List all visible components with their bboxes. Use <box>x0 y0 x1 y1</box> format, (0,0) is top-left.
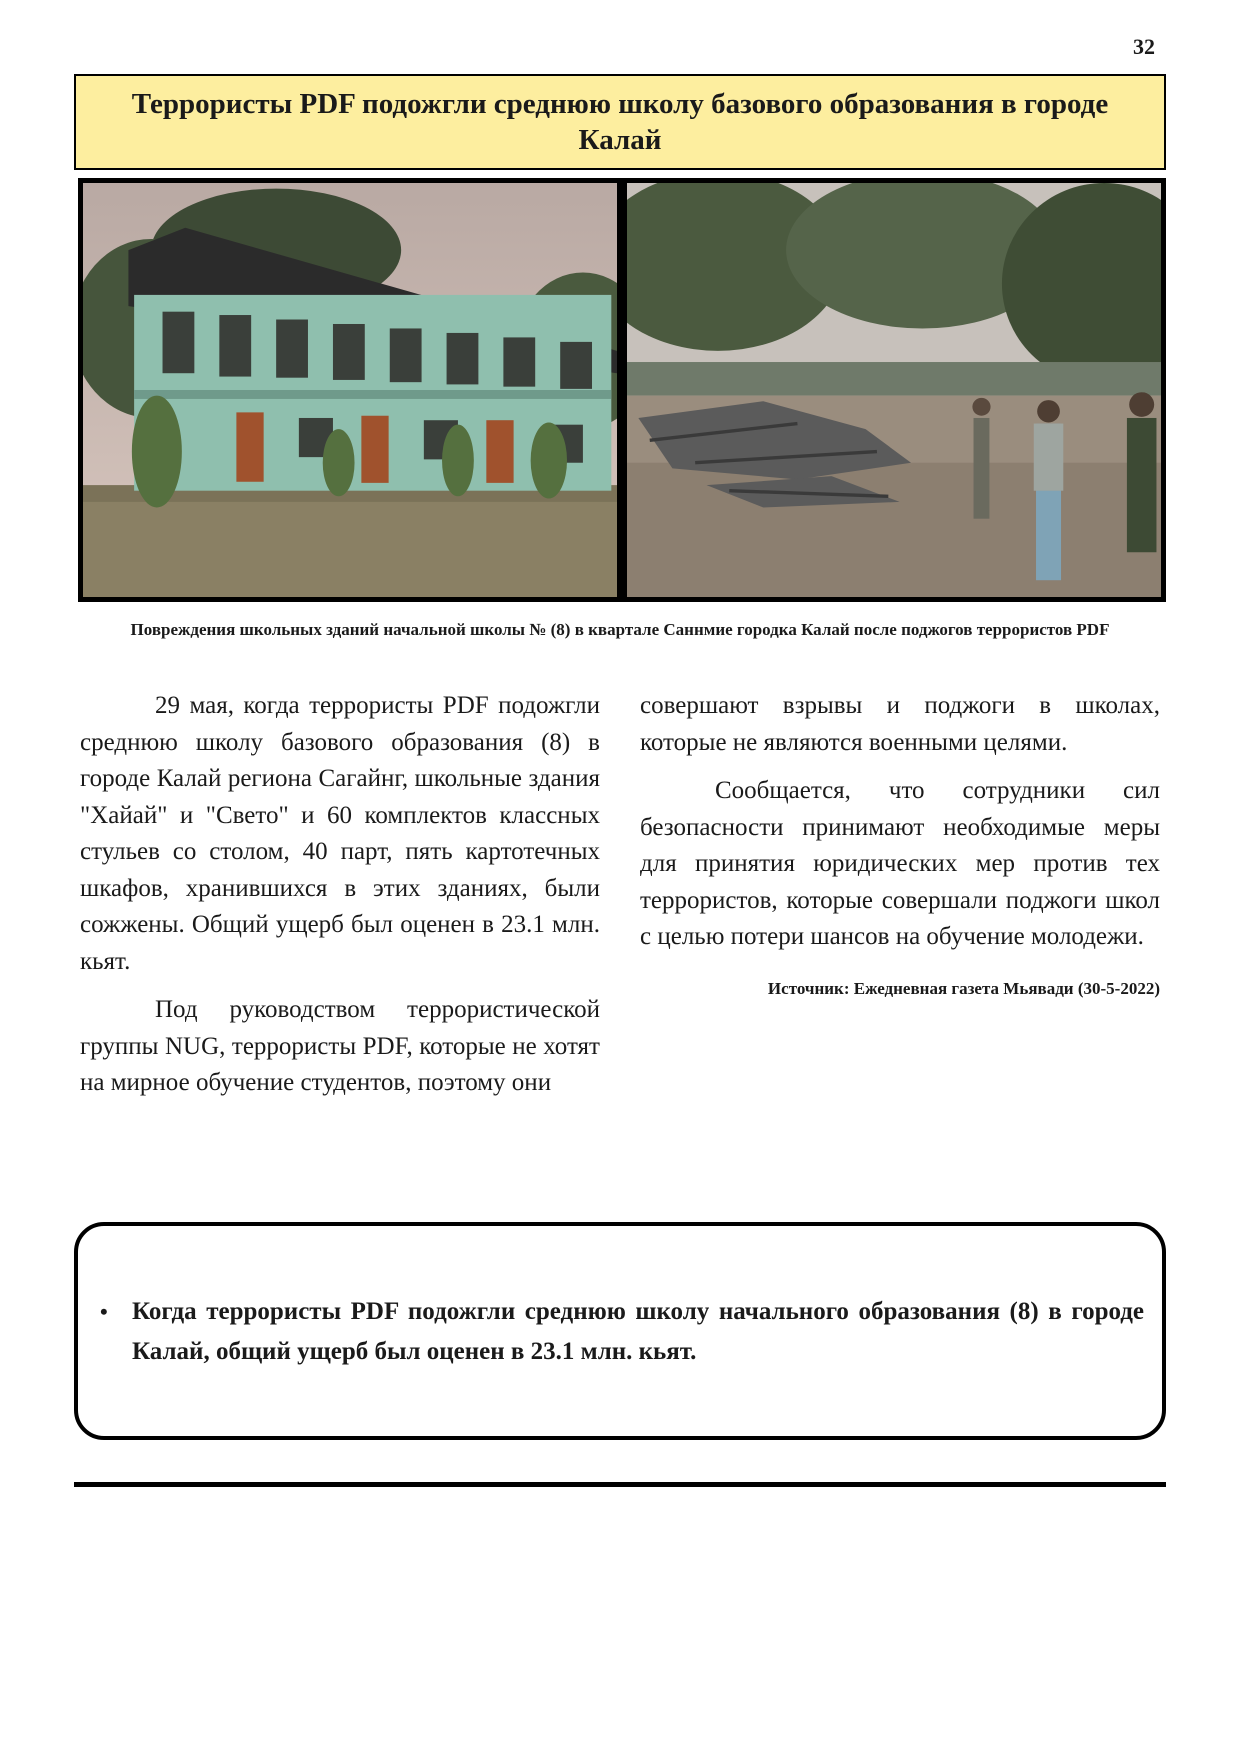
summary-box <box>74 1222 1166 1440</box>
summary-text: Когда террористы PDF подожгли среднюю школу начального образования (8) в городе Калай, общий ущерб был оценен в 23.1 млн. кьят. <box>132 1298 1144 1365</box>
bottom-divider <box>74 1482 1166 1487</box>
right-paragraph-2: Сообщается, что сотрудники сил безопасности принимают необходимые меры для принятия юридических мер против тех террористов, которые совершали поджоги школ с целью потери шансов на обучение молодежи. <box>640 777 1160 950</box>
left-column <box>80 688 600 1114</box>
page-number: 32 <box>1133 34 1155 59</box>
title-box <box>74 74 1166 170</box>
photo-frame <box>78 178 1166 602</box>
summary-list <box>96 1292 1144 1372</box>
right-column <box>640 688 1160 1012</box>
article-title: Террористы PDF подожгли среднюю школу базового образования в городе Калай <box>131 88 1109 156</box>
source-line: Источник: Ежедневная газета Мьявади (30-5-2022) <box>767 978 1160 998</box>
photo-burnt-school-ruins <box>627 183 1161 597</box>
left-paragraph-1: 29 мая, когда террористы PDF подожгли среднюю школу базового образования (8) в городе Калай региона Сагайнг, школьные здания "Хайай" и "Свето" и 60 комплектов классных стульев со столом, 40 парт, пять картотечных шкафов, хранившихся в этих зданиях, были сожжены. Общий ущерб был оценен в 23.1 млн. кьят. <box>80 692 600 975</box>
summary-item <box>96 1292 1144 1372</box>
burnt-school-ruins-image <box>627 183 1161 597</box>
right-paragraph-1: совершают взрывы и поджоги в школах, которые не являются военными целями. <box>640 692 1160 756</box>
photo-caption: Повреждения школьных зданий начальной школы № (8) в квартале Саннмие городка Калай после поджогов террористов PDF <box>130 620 1110 639</box>
photo-burnt-school-building <box>83 183 617 597</box>
bullet-icon: • <box>100 1299 108 1324</box>
left-paragraph-2: Под руководством террористической группы NUG, террористы PDF, которые не хотят на мирное обучение студентов, поэтому они <box>80 996 600 1096</box>
burnt-school-building-image <box>83 183 617 597</box>
